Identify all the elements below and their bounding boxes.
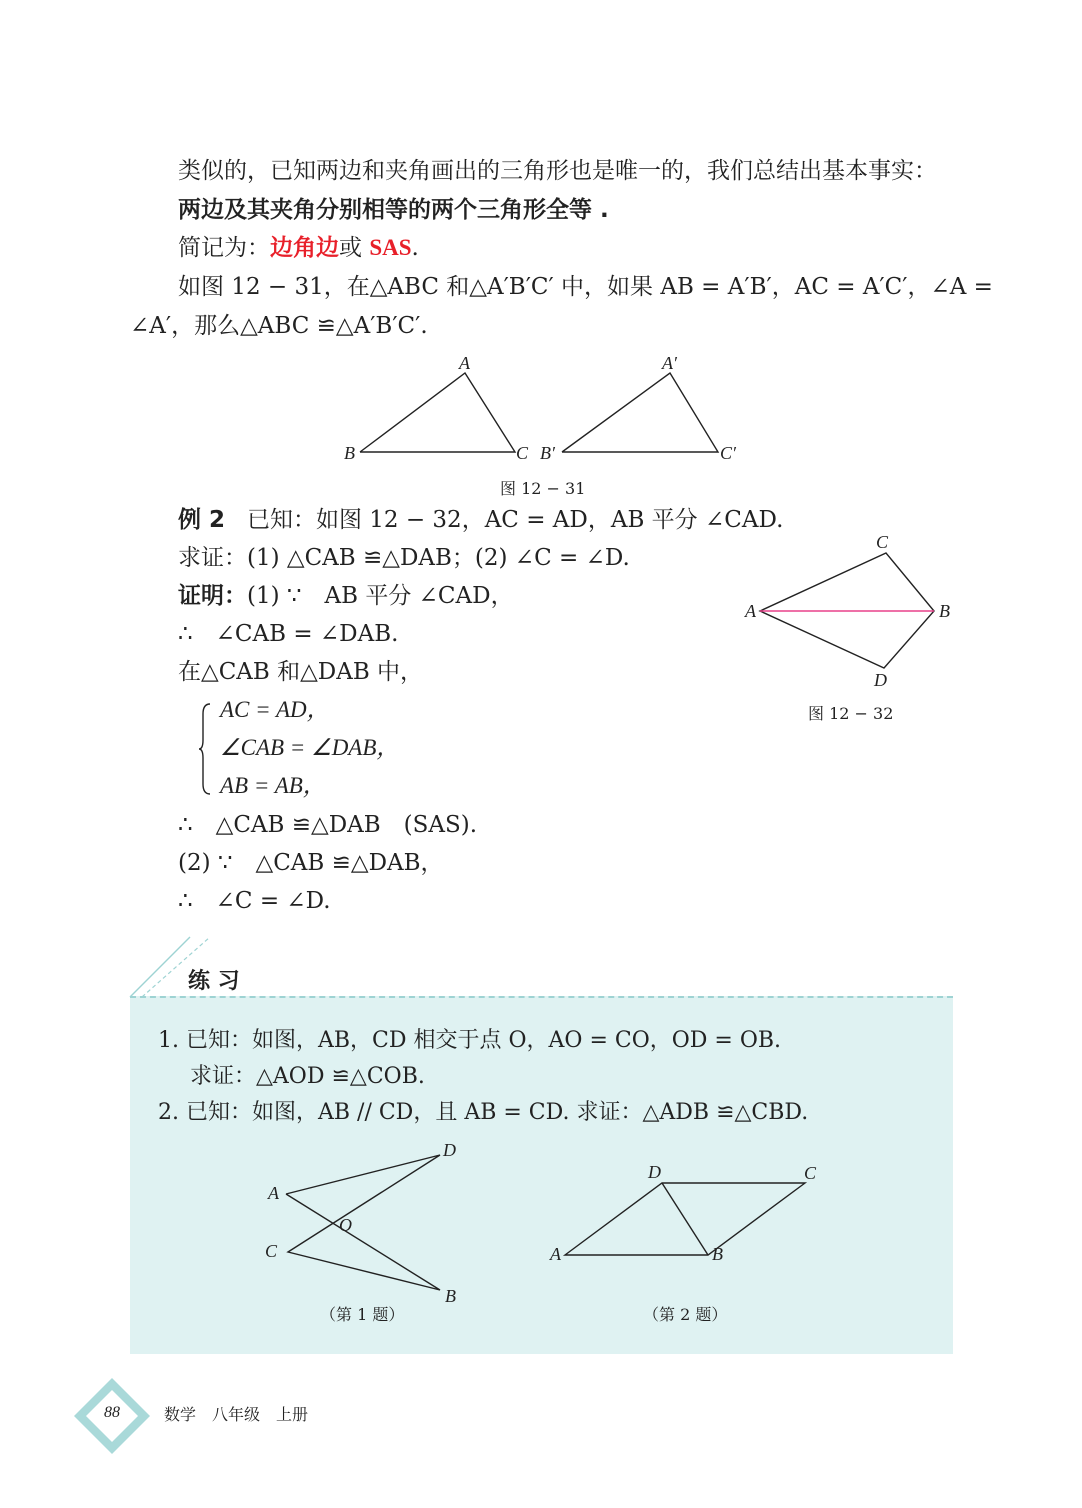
proof-heading: 证明：	[178, 583, 247, 609]
example-prove: 求证：(1) △CAB ≌△DAB；(2) ∠C = ∠D.	[178, 545, 630, 571]
proof-step-1: (1) ∵ AB 平分 ∠CAD，	[247, 583, 514, 609]
practice-caption-1: （第 1 题）	[320, 1305, 405, 1324]
abbreviation-sas: SAS	[369, 235, 412, 260]
fig2-label-a: A	[745, 601, 756, 621]
proof-condition-1: AC = AD，	[220, 697, 330, 722]
example-given-line	[178, 505, 783, 535]
proof-condition-2: ∠CAB = ∠DAB，	[220, 735, 400, 760]
crossing-segments	[286, 1155, 440, 1290]
proof-step-2: ∴ ∠CAB = ∠DAB.	[178, 621, 399, 647]
proof-step-3: 在△CAB 和△DAB 中，	[178, 659, 424, 685]
figure-12-32	[740, 528, 960, 693]
p-fig2-label-d: D	[648, 1162, 661, 1182]
p-fig1-label-a: A	[268, 1183, 279, 1203]
figure-12-32-caption: 图 12 − 32	[808, 704, 894, 723]
practice-figure-1	[250, 1138, 480, 1308]
proof-conclusion-2: ∴ ∠C = ∠D.	[178, 888, 331, 914]
practice-panel	[130, 996, 953, 1354]
practice-caption-2: （第 2 题）	[643, 1305, 728, 1324]
book-title: 数学 八年级 上册	[164, 1405, 309, 1424]
triangle-abc	[360, 373, 515, 452]
abbreviation-period: .	[411, 235, 419, 261]
figure-12-31-caption: 图 12 − 31	[500, 479, 586, 498]
system-brace	[198, 702, 212, 796]
abbreviation-sas-chinese: 边角边	[270, 234, 339, 261]
fig2-label-d: D	[874, 670, 887, 690]
fig1-label-a: A	[459, 353, 470, 373]
abbreviation-line	[178, 233, 419, 263]
triangle-abc-prime	[562, 373, 718, 452]
proof-condition-3: AB = AB，	[220, 773, 326, 798]
fig1-label-c: C	[516, 443, 529, 463]
page-number: 88	[104, 1404, 120, 1421]
abbreviation-or: 或	[339, 235, 370, 261]
p-fig1-label-d: D	[443, 1140, 456, 1160]
fig1-label-b-prime: B′	[540, 443, 555, 463]
figure-12-31	[330, 345, 760, 470]
basic-fact: 两边及其夹角分别相等的两个三角形全等 .	[178, 197, 609, 223]
fig1-label-a-prime: A′	[662, 353, 677, 373]
practice-q1-given: 1. 已知：如图，AB，CD 相交于点 O，AO = CO，OD = OB.	[158, 1028, 782, 1053]
practice-title: 练 习	[188, 969, 240, 994]
example-heading: 例 2	[178, 507, 226, 533]
statement-line-1: 如图 12 − 31，在△ABC 和△A′B′C′ 中，如果 AB = A′B′，AC = A′C′，∠A =	[178, 274, 993, 300]
abbreviation-prefix: 简记为：	[178, 235, 270, 261]
p-fig1-label-c: C	[265, 1241, 278, 1261]
p-fig2-label-c: C	[804, 1163, 817, 1183]
proof-conclusion-1: ∴ △CAB ≌△DAB (SAS).	[178, 812, 478, 838]
practice-q2: 2. 已知：如图，AB // CD，且 AB = CD. 求证：△ADB ≌△CBD.	[158, 1100, 809, 1125]
practice-q1-prove: 求证：△AOD ≌△COB.	[190, 1064, 425, 1089]
p-fig2-label-a: A	[550, 1244, 561, 1264]
fig2-label-b: B	[939, 601, 950, 621]
p-fig2-label-b: B	[712, 1244, 723, 1264]
practice-figure-2	[540, 1158, 830, 1268]
statement-line-2: ∠A′，那么△ABC ≌△A′B′C′.	[130, 313, 428, 339]
example-given: 已知：如图 12 − 32，AC = AD，AB 平分 ∠CAD.	[246, 507, 784, 533]
fig1-label-c-prime: C′	[720, 443, 736, 463]
diagonal-db	[662, 1183, 708, 1255]
intro-paragraph: 类似的，已知两边和夹角画出的三角形也是唯一的，我们总结出基本事实：	[178, 158, 937, 184]
p-fig1-label-o: O	[339, 1215, 352, 1235]
fig1-label-b: B	[344, 443, 355, 463]
proof-step-part-2: (2) ∵ △CAB ≌△DAB，	[178, 850, 444, 876]
proof-line-1	[178, 581, 514, 611]
fig2-label-c: C	[876, 532, 889, 552]
p-fig1-label-b: B	[445, 1286, 456, 1306]
